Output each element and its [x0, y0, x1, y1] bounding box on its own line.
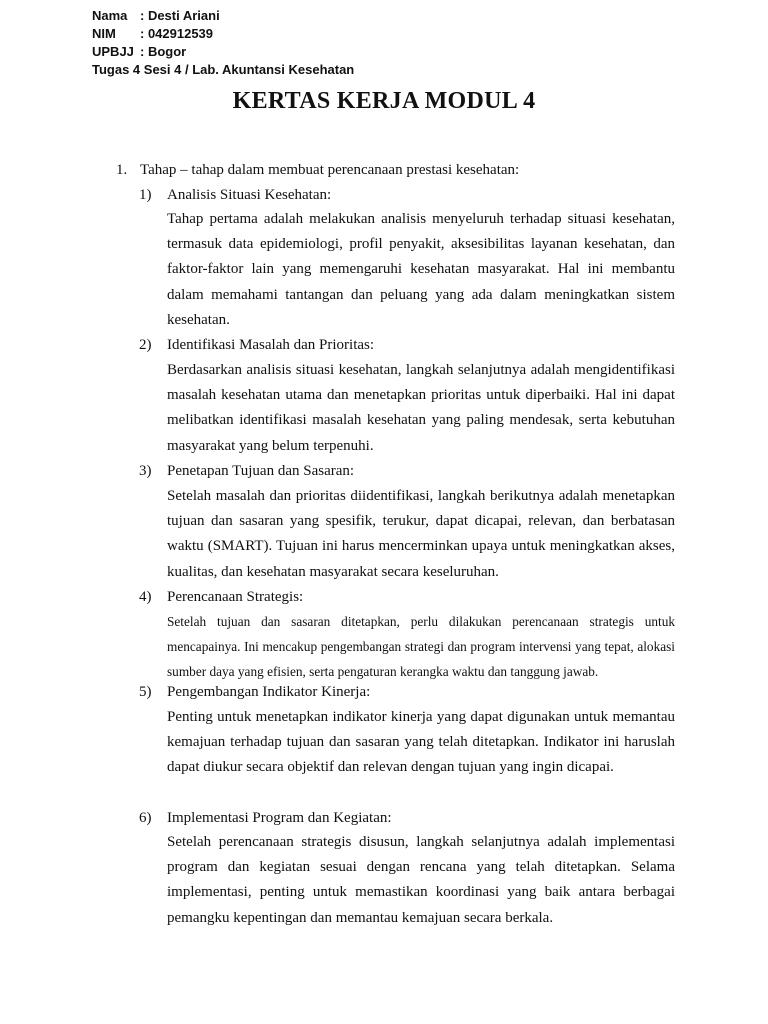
item-6-paragraph: Setelah perencanaan strategis disusun, langkah selanjutnya adalah implementasi program dan kegiatan sesuai dengan rencana yang telah ditetapkan. Selama implementasi, penting untuk memastikan koordinasi yang baik antara berbagai pemangku kepentingan dan memantau kemajuan secara berkala. — [167, 834, 675, 926]
header-upbjj-row — [92, 43, 354, 61]
item-4-heading — [139, 587, 303, 607]
item-3-heading — [139, 461, 354, 481]
item-2-heading — [139, 335, 374, 355]
header-upbjj-label: UPBJJ — [92, 44, 134, 59]
header-nama-row — [92, 7, 354, 25]
item-4-title: Perencanaan Strategis: — [167, 589, 304, 605]
question-number: 1. — [116, 162, 128, 178]
student-header — [92, 7, 354, 79]
item-3-title: Penetapan Tujuan dan Sasaran: — [167, 463, 355, 479]
item-2-title: Identifikasi Masalah dan Prioritas: — [167, 337, 375, 353]
header-nama-label: Nama — [92, 8, 128, 23]
header-nama-value: : Desti Ariani — [140, 8, 220, 23]
item-4-number: 4) — [139, 589, 152, 605]
header-nim-row — [92, 25, 354, 43]
item-4-paragraph: Setelah tujuan dan sasaran ditetapkan, perlu dilakukan perencanaan strategis untuk mencapainya. Ini mencakup pengembangan strategi dan program intervensi yang tepat, alokasi sumber daya yang efisien, serta pengaturan kerangka waktu dan tanggung jawab. — [167, 614, 675, 680]
item-1-title: Analisis Situasi Kesehatan: — [167, 187, 332, 203]
item-5-paragraph: Penting untuk menetapkan indikator kinerja yang dapat digunakan untuk memantau kemajuan terhadap tujuan dan sasaran yang telah ditetapkan. Indikator ini haruslah dapat diukur secara objektif dan relevan dengan tujuan yang ingin dicapai. — [167, 709, 675, 776]
header-nim-value: : 042912539 — [140, 26, 214, 41]
item-6-number: 6) — [139, 810, 152, 826]
item-5-heading — [139, 682, 370, 702]
item-3-number: 3) — [139, 463, 152, 479]
item-6-title: Implementasi Program dan Kegiatan: — [167, 810, 392, 826]
item-2-paragraph: Berdasarkan analisis situasi kesehatan, langkah selanjutnya adalah mengidentifikasi masalah kesehatan utama dan menetapkan prioritas untuk diperbaiki. Hal ini dapat melibatkan identifikasi masalah kesehatan yang paling mendesak, serta kebutuhan masyarakat yang belum terpenuhi. — [167, 362, 675, 454]
question-1 — [116, 160, 519, 180]
item-3-paragraph: Setelah masalah dan prioritas diidentifikasi, langkah berikutnya adalah menetapkan tujuan dan sasaran yang spesifik, terukur, dapat dicapai, relevan, dan berbatasan waktu (SMART). Tujuan ini harus mencerminkan upaya untuk meningkatkan akses, kualitas, dan kesehatan masyarakat secara keseluruhan. — [167, 488, 675, 580]
item-6-heading — [139, 808, 392, 828]
header-tugas: Tugas 4 Sesi 4 / Lab. Akuntansi Kesehatan — [92, 62, 355, 77]
item-1-heading — [139, 185, 331, 205]
document-title: KERTAS KERJA MODUL 4 — [232, 88, 536, 114]
item-1-paragraph: Tahap pertama adalah melakukan analisis menyeluruh terhadap situasi kesehatan, termasuk data epidemiologi, profil penyakit, aksesibilitas layanan kesehatan, dan faktor-faktor lain yang memengaruhi kesehatan masyarakat. Hal ini membantu dalam memahami tantangan dan peluang yang ada dalam meningkatkan sistem kesehatan. — [167, 211, 675, 328]
item-5-title: Pengembangan Indikator Kinerja: — [167, 684, 371, 700]
item-5-number: 5) — [139, 684, 152, 700]
item-1-number: 1) — [139, 187, 152, 203]
item-2-number: 2) — [139, 337, 152, 353]
header-nim-label: NIM — [92, 26, 116, 41]
header-upbjj-value: : Bogor — [140, 44, 187, 59]
question-text: Tahap – tahap dalam membuat perencanaan prestasi kesehatan: — [140, 162, 520, 178]
